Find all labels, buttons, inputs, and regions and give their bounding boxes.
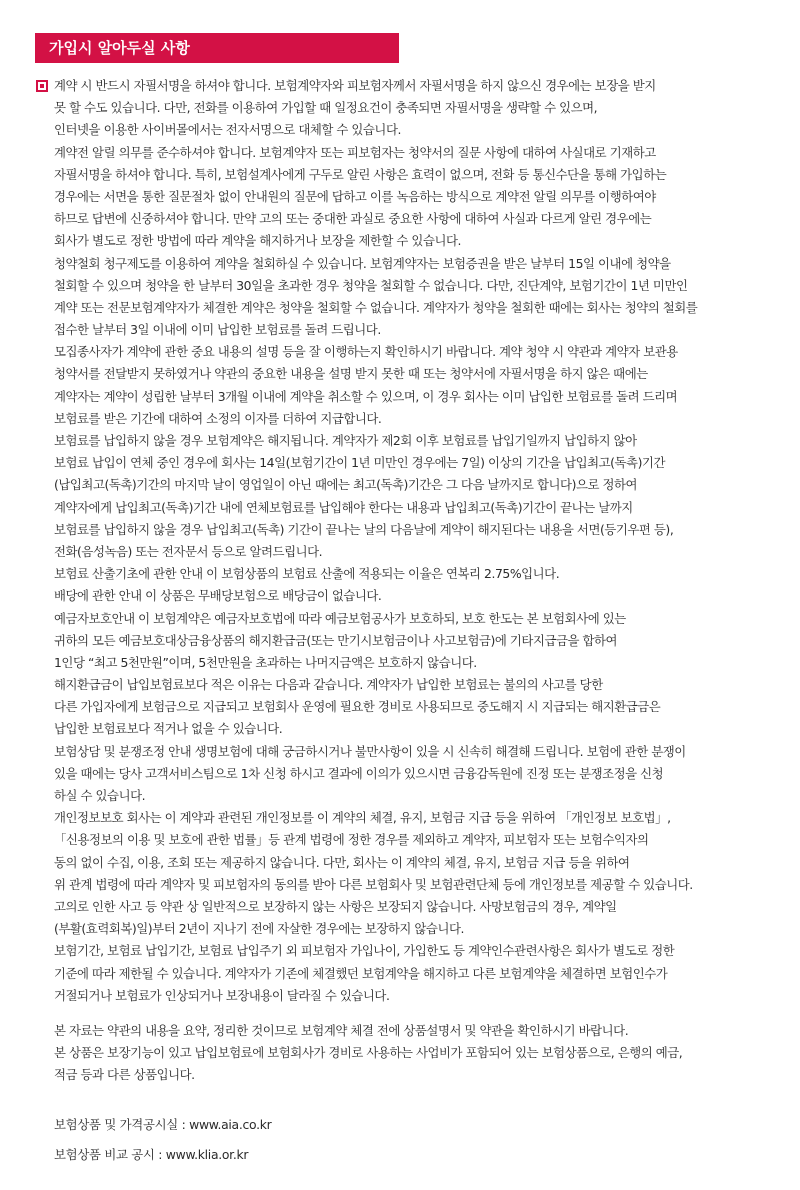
text-line: 기준에 따라 제한될 수 있습니다. 계약자가 기존에 체결했던 보험계약을 해지하고 다른 보험계약을 체결하면 보험인수가 [54,965,668,981]
text-line: 보험료를 받은 기간에 대하여 소정의 이자를 더하여 지급합니다. [54,410,382,426]
text-line: 다른 가입자에게 보험금으로 지급되고 보험회사 운영에 필요한 경비로 사용되므로 중도해지 시 지급되는 해지환급금은 [54,699,661,715]
text-line: 계약 시 반드시 자필서명을 하셔야 합니다. 보험계약자와 피보험자께서 자필서명을 하지 않으신 경우에는 보장을 받지 [54,78,656,93]
text-line: 자필서명을 하셔야 합니다. 특히, 보험설계사에게 구두로 알린 사항은 효력이 없으며, 전화 등 통신수단을 통해 가입하는 [54,166,667,182]
text-line: 계약 또는 전문보험계약자가 체결한 계약은 청약을 철회할 수 없습니다. 계약자가 청약을 철회한 때에는 회사는 청약의 철회를 [54,299,698,315]
text-line: 해지환급금이 납입보험료보다 적은 이유는 다음과 같습니다. 계약자가 납입한 보험료는 불의의 사고를 당한 [54,677,603,693]
disclaimer-text [54,1020,794,1087]
text-line: 회사가 별도로 정한 방법에 따라 계약을 해지하거나 보장을 제한할 수 있습니다. [54,233,461,249]
text-line: 접수한 날부터 3일 이내에 이미 납입한 보험료를 돌려 드립니다. [54,322,381,338]
text-line: 청약철회 청구제도를 이용하여 계약을 철회하실 수 있습니다. 보험계약자는 보험증권을 받은 날부터 15일 이내에 청약을 [54,255,671,271]
text-line: 있을 때에는 당사 고객서비스팀으로 1차 신청 하시고 결과에 이의가 있으시면 금융감독원에 진정 또는 분쟁조정을 신청 [54,765,664,781]
text-line: 하실 수 있습니다. [54,788,146,803]
disclosure-links [54,1114,271,1174]
notice-body [54,75,800,1007]
text-line: (부활(효력회복)일)부터 2년이 지나기 전에 자살한 경우에는 보장하지 않습니다. [54,921,464,937]
text-line: 보험료 산출기초에 관한 안내 이 보험상품의 보험료 산출에 적용되는 이율은 연복리 2.75%입니다. [54,566,560,582]
text-line: 경우에는 서면을 통한 질문절차 없이 안내원의 질문에 답하고 이를 녹음하는 방식으로 계약전 알릴 의무를 이행하여야 [54,188,656,204]
text-line: 「신용정보의 이용 및 보호에 관한 법률」등 관계 법령에 정한 경우를 제외하고 계약자, 피보험자 또는 보험수익자의 [54,832,649,848]
text-line: 적금 등과 다른 상품입니다. [54,1067,195,1083]
text-line: 개인정보보호 회사는 이 계약과 관련된 개인정보를 이 계약의 체결, 유지, 보험금 지급 등을 위하여 「개인정보 보호법」, [54,810,671,826]
square-bullet-icon [36,80,48,92]
text-line: 전화(음성녹음) 또는 전자문서 등으로 알려드립니다. [54,543,323,559]
text-line: 보험료 납입이 연체 중인 경우에 회사는 14일(보험기간이 1년 미만인 경우에는 7일) 이상의 기간을 납입최고(독촉)기간 [54,455,665,471]
text-line: 고의로 인한 사고 등 약관 상 일반적으로 보장하지 않는 사항은 보장되지 않습니다. 사망보험금의 경우, 계약일 [54,898,617,914]
disclosure-link[interactable]: 보험상품 비교 공시 : www.klia.or.kr [54,1147,249,1162]
text-line: 본 상품은 보장기능이 있고 납입보험료에 보험회사가 경비로 사용하는 사업비가 포함되어 있는 보험상품으로, 은행의 예금, [54,1045,683,1061]
text-line: 예금자보호안내 이 보험계약은 예금자보호법에 따라 예금보험공사가 보호하되, 보호 한도는 본 보험회사에 있는 [54,610,626,626]
text-line: 위 관계 법령에 따라 계약자 및 피보험자의 동의를 받아 다른 보험회사 및 보험관련단체 등에 개인정보를 제공할 수 있습니다. [54,876,693,892]
text-line: 철회할 수 있으며 청약을 한 날부터 30일을 초과한 경우 청약을 철회할 수 없습니다. 다만, 진단계약, 보험기간이 1년 미만인 [54,277,688,293]
text-line: 계약자에게 납입최고(독촉)기간 내에 연체보험료를 납입해야 한다는 내용과 납입최고(독촉)기간이 끝나는 날까지 [54,499,633,515]
text-line: 배당에 관한 안내 이 상품은 무배당보험으로 배당금이 없습니다. [54,588,382,604]
text-line: 1인당 “최고 5천만원”이며, 5천만원을 초과하는 나머지금액은 보호하지 않습니다. [54,654,477,670]
text-line: (납입최고(독촉)기간의 마지막 날이 영업일이 아닌 때에는 최고(독촉)기간은 그 다음 날까지로 합니다)으로 정하여 [54,477,638,493]
text-line: 본 자료는 약관의 내용을 요약, 정리한 것이므로 보험계약 체결 전에 상품설명서 및 약관을 확인하시기 바랍니다. [54,1023,629,1038]
text-line: 계약자는 계약이 성립한 날부터 3개월 이내에 계약을 취소할 수 있으며, 이 경우 회사는 이미 납입한 보험료를 돌려 드리며 [54,388,678,404]
text-line: 계약전 알릴 의무를 준수하셔야 합니다. 보험계약자 또는 피보험자는 청약서의 질문 사항에 대하여 사실대로 기재하고 [54,144,656,160]
section-title-banner: 가입시 알아두실 사항 [35,33,399,63]
text-line: 귀하의 모든 예금보호대상금융상품의 해지환급금(또는 만기시보험금이나 사고보험금)에 기타지급금을 합하여 [54,632,618,648]
text-line: 보험료를 납입하지 않을 경우 납입최고(독촉) 기간이 끝나는 날의 다음날에 계약이 해지된다는 내용을 서면(등기우편 등), [54,521,674,537]
text-line: 인터넷을 이용한 사이버몰에서는 전자서명으로 대체할 수 있습니다. [54,122,401,138]
text-line: 모집종사자가 계약에 관한 중요 내용의 설명 등을 잘 이행하는지 확인하시기 바랍니다. 계약 청약 시 약관과 계약자 보관용 [54,344,678,360]
text-line: 거절되거나 보험료가 인상되거나 보장내용이 달라질 수 있습니다. [54,987,390,1003]
text-line: 청약서를 전달받지 못하였거나 약관의 중요한 내용을 설명 받지 못한 때 또는 청약서에 자필서명을 하지 않은 때에는 [54,366,648,382]
text-line: 납입한 보험료보다 적거나 없을 수 있습니다. [54,721,283,737]
text-line: 못 할 수도 있습니다. 다만, 전화를 이용하여 가입할 때 일정요건이 충족되면 자필서명을 생략할 수 있으며, [54,100,598,116]
text-line: 하므로 답변에 신중하셔야 합니다. 만약 고의 또는 중대한 과실로 중요한 사항에 대하여 사실과 다르게 알린 경우에는 [54,211,652,227]
text-line: 보험료를 납입하지 않을 경우 보험계약은 해지됩니다. 계약자가 제2회 이후 보험료를 납입기일까지 납입하지 않아 [54,433,637,448]
text-line: 보험기간, 보험료 납입기간, 보험료 납입주기 외 피보험자 가입나이, 가입한도 등 계약인수관련사항은 회사가 별도로 정한 [54,943,675,959]
text-line: 동의 없이 수집, 이용, 조회 또는 제공하지 않습니다. 다만, 회사는 이 계약의 체결, 유지, 보험금 지급 등을 위하여 [54,854,630,870]
disclosure-link[interactable]: 보험상품 및 가격공시실 : www.aia.co.kr [54,1117,272,1132]
text-line: 보험상담 및 분쟁조정 안내 생명보험에 대해 궁금하시거나 불만사항이 있을 시 신속히 해결해 드립니다. 보험에 관한 분쟁이 [54,743,686,759]
